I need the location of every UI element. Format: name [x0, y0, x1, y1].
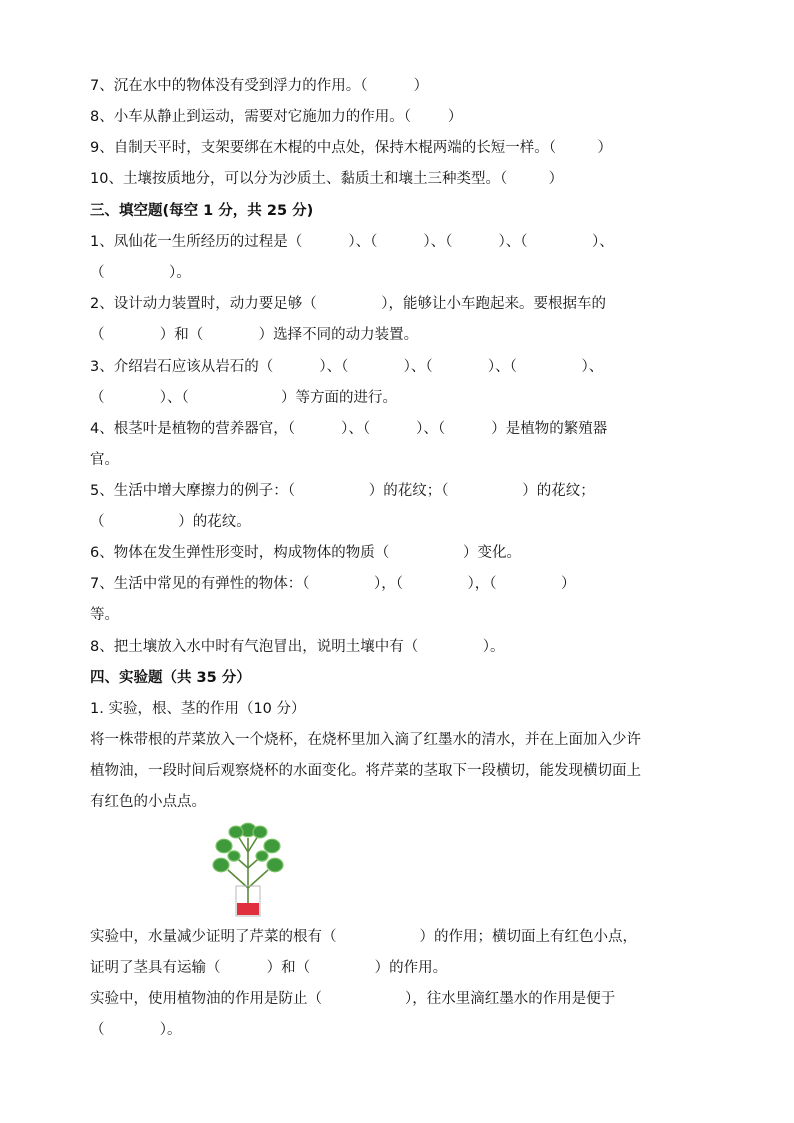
fill-q4-line2: 官。	[90, 452, 119, 468]
fill-q5-line1: 5、生活中增大摩擦力的例子：（ ）的花纹；（ ）的花纹；	[90, 483, 595, 499]
exp1-q2-line2: （ ）。	[90, 1022, 182, 1038]
fill-q7-line2: 等。	[90, 607, 119, 623]
tf-q7: 7、沉在水中的物体没有受到浮力的作用。（ ）	[90, 78, 429, 94]
tf-q9: 9、自制天平时，支架要绑在木棍的中点处，保持木棍两端的长短一样。（ ）	[90, 140, 612, 156]
exp1-para-line2: 植物油，一段时间后观察烧杯的水面变化。将芹菜的茎取下一段横切，能发现横切面上	[90, 763, 641, 779]
exp1-para-line1: 将一株带根的芹菜放入一个烧杯，在烧杯里加入滴了红墨水的清水，并在上面加入少许	[90, 732, 641, 748]
fill-q3-line2: （ ）、（ ）等方面的进行。	[90, 390, 397, 406]
leaf	[216, 839, 232, 853]
tf-q8: 8、小车从静止到运动，需要对它施加力的作用。（ ）	[90, 109, 463, 125]
exp1-para-line3: 有红色的小点点。	[90, 794, 206, 810]
fill-q2-line1: 2、设计动力装置时，动力要足够（ ），能够让小车跑起来。要根据车的	[90, 296, 607, 312]
section-heading-fill: 三、填空题(每空 1 分，共 25 分)	[90, 203, 314, 219]
stem-lines	[228, 836, 268, 914]
fill-q1-line1: 1、凤仙花一生所经历的过程是（ ）、（ ）、（ ）、（ ）、	[90, 234, 614, 250]
fill-q7-line1: 7、生活中常见的有弹性的物体：（ ），（ ），（ ）	[90, 576, 576, 592]
fill-q4-line1: 4、根茎叶是植物的营养器官，（ ）、（ ）、（ ）是植物的繁殖器	[90, 421, 608, 437]
exp1-title: 1. 实验，根、茎的作用（10 分）	[90, 701, 306, 717]
exp1-q1-line2: 证明了茎具有运输（ ）和（ ）的作用。	[90, 960, 448, 976]
fill-q5-line2: （ ）的花纹。	[90, 514, 251, 530]
fill-q3-line1: 3、介绍岩石应该从岩石的（ ）、（ ）、（ ）、（ ）、	[90, 359, 604, 375]
leaf	[229, 826, 243, 838]
fill-q6: 6、物体在发生弹性形变时，构成物体的物质（ ）变化。	[90, 545, 521, 561]
leaf	[267, 858, 283, 872]
section-heading-experiment: 四、实验题（共 35 分）	[90, 670, 251, 686]
leaf	[213, 858, 229, 872]
fill-q1-line2: （ ）。	[90, 265, 191, 281]
exp1-q2-line1: 实验中，使用植物油的作用是防止（ ），往水里滴红墨水的作用是便于	[90, 991, 616, 1007]
leaf	[253, 826, 267, 838]
exp1-q1-line1: 实验中，水量减少证明了芹菜的根有（ ）的作用；横切面上有红色小点，	[90, 929, 637, 945]
leaf	[228, 851, 240, 861]
leaf	[256, 851, 268, 861]
red-water	[237, 903, 259, 915]
leaf	[264, 839, 280, 853]
fill-q8: 8、把土壤放入水中时有气泡冒出，说明土壤中有（ ）。	[90, 639, 505, 655]
celery-beaker-illustration	[212, 818, 284, 920]
tf-q10: 10、土壤按质地分，可以分为沙质土、黏质土和壤土三种类型。（ ）	[90, 171, 564, 187]
fill-q2-line2: （ ）和（ ）选择不同的动力装置。	[90, 327, 419, 343]
